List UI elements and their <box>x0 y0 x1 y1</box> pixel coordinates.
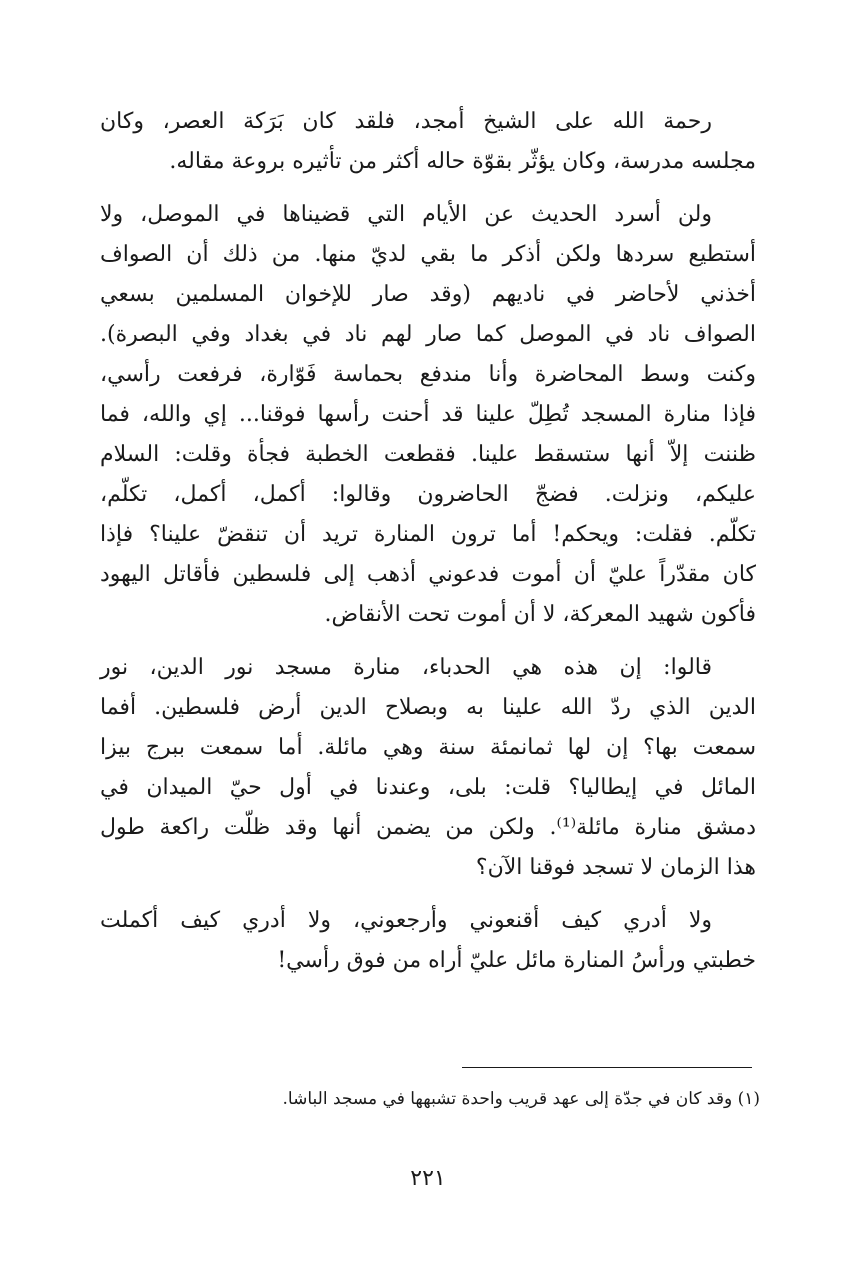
text-line: كان مقدّراً عليّ أن أموت فدعوني أذهب إلى فلسطين فأقاتل اليهود <box>100 562 756 587</box>
page-body <box>100 102 756 981</box>
text-line: ولا أدري كيف أقنعوني وأرجعوني، ولا أدري كيف أكملت <box>100 908 712 933</box>
text-line: سمعت بها؟ إن لها ثمانمئة سنة وهي مائلة. أما سمعت ببرج بيزا <box>100 735 756 760</box>
paragraph-2 <box>100 195 756 635</box>
text-line: أستطيع سردها ولكن أذكر ما بقي لديّ منها. من ذلك أن الصواف <box>100 242 756 267</box>
text-line: الدين الذي ردّ الله علينا به وبصلاح الدين أرض فلسطين. أفما <box>100 695 756 720</box>
text-line: تكلّم. فقلت: ويحكم! أما ترون المنارة تريد أن تنقضّ علينا؟ فإذا <box>100 522 756 547</box>
text-line: فإذا منارة المسجد تُطِلّ علينا قد أحنت رأسها فوقنا... إي والله، فما <box>100 402 756 427</box>
text-line: ولن أسرد الحديث عن الأيام التي قضيناها في الموصل، ولا <box>100 202 712 227</box>
text-line: قالوا: إن هذه هي الحدباء، منارة مسجد نور الدين، نور <box>100 655 712 680</box>
paragraph-4 <box>100 901 756 981</box>
footnote: (١) وقد كان في جدّة إلى عهد قريب واحدة تشبهها في مسجد الباشا. <box>282 1089 760 1109</box>
text-line: وكنت وسط المحاضرة وأنا مندفع بحماسة فَوّارة، فرفعت رأسي، <box>100 362 756 387</box>
text-line: عليكم، ونزلت. فضجّ الحاضرون وقالوا: أكمل، أكمل، تكلّم، <box>100 482 756 507</box>
paragraph-3 <box>100 648 756 888</box>
text-line: أخذني لأحاضر في ناديهم (وقد صار للإخوان المسلمين بسعي <box>100 282 756 307</box>
text-line: ظننت إلاّ أنها ستسقط علينا. فقطعت الخطبة فجأة وقلت: السلام <box>100 442 757 467</box>
text-line: مجلسه مدرسة، وكان يؤثّر بقوّة حاله أكثر من تأثيره بروعة مقاله. <box>169 149 756 174</box>
footnote-separator <box>462 1067 752 1068</box>
text-line: فأكون شهيد المعركة، لا أن أموت تحت الأنقاض. <box>324 602 756 627</box>
page-number: ٢٢١ <box>410 1166 446 1191</box>
text-line: هذا الزمان لا تسجد فوقنا الآن؟ <box>475 855 756 880</box>
text-line: دمشق منارة مائلة⁽¹⁾. ولكن من يضمن أنها وقد ظلّت راكعة طول <box>100 815 756 840</box>
text-line: رحمة الله على الشيخ أمجد، فلقد كان بَرَكة العصر، وكان <box>100 109 712 134</box>
paragraph-1 <box>100 102 756 182</box>
text-line: الصواف ناد في الموصل كما صار لهم ناد في بغداد وفي البصرة). <box>100 322 756 347</box>
text-line: خطبتي ورأسُ المنارة مائل عليّ أراه من فوق رأسي! <box>277 948 756 973</box>
text-line: المائل في إيطاليا؟ قلت: بلى، وعندنا في أول حيّ الميدان في <box>100 775 756 800</box>
